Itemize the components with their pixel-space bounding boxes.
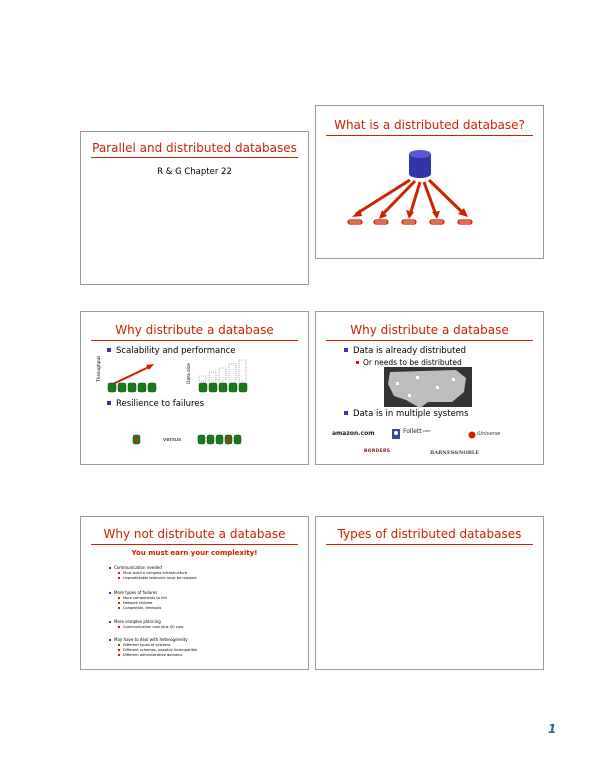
link-arrow-3 [410,182,420,215]
versus-label: versus [163,437,182,443]
slide-6 [315,516,544,670]
data-stack [209,372,216,381]
slide-5-group-4-item-3: Different administrative domains [118,653,182,658]
slide-5-emphasis: You must earn your complexity! [131,549,258,557]
borders-logo: BORDERS [364,449,391,454]
sub-bullet-square [118,607,120,609]
slide-4-bullet-multiple-systems: Data is in multiple systems [344,409,469,419]
replica-server [234,435,241,444]
data-stack [229,364,236,381]
failure-marker [135,437,138,442]
bullet-square [109,639,111,641]
bullet-square [109,592,111,594]
slide-5 [80,516,309,670]
amazon-logo: amazon.com [332,430,375,437]
server-node [229,383,237,392]
server-node [199,383,207,392]
remote-site-4 [430,220,444,224]
sub-bullet-square [118,649,120,651]
sub-bullet-square [118,572,120,574]
slide-5-group-2-item-2: Network failures [118,601,152,606]
slide-6-title: Types of distributed databases [337,527,522,541]
slide-1-subtitle: R & G Chapter 22 [157,167,232,177]
sub-bullet-square [118,626,120,628]
central-database-icon [409,150,431,178]
server-node [148,383,156,392]
remote-site-5 [458,220,472,224]
bullet-square [109,567,111,569]
barnes-noble-logo: BARNES&NOBLE [430,450,480,456]
server-node [209,383,217,392]
replica-server [198,435,205,444]
server-node [108,383,116,392]
slide-4-sub-needs-distribution: Or needs to be distributed [356,358,462,367]
server-node [239,383,247,392]
sub-bullet-square [118,654,120,656]
slide-5-group-2: More types of failures [109,590,157,595]
slide-5-group-4-item-1: Different types of systems [118,643,170,648]
remote-site-2 [374,220,388,224]
slide-5-group-2-item-3: Congestion, timeouts [118,606,161,611]
slide-3-bullet-resilience: Resilience to failures [107,399,204,409]
slide-1-title: Parallel and distributed databases [92,141,297,155]
remote-site-1 [348,220,362,224]
server-node [118,383,126,392]
server-node [219,383,227,392]
follett-icon [390,427,402,441]
remote-site-3 [402,220,416,224]
server-node [138,383,146,392]
slide-3-title: Why distribute a database [115,323,274,337]
link-arrow-1 [356,180,410,214]
slide-3-bullet-scalability: Scalability and performance [107,346,236,356]
slide-5-group-1-item-1: Must build a complex infrastructure [118,571,187,576]
slide-5-group-1: Communication needed [109,565,162,570]
sub-bullet-square [118,644,120,646]
data-stack [219,368,226,381]
slide-5-group-4: May have to deal with heterogeneity [109,637,188,642]
slide-5-group-3-item-1: Communication cost plus I/O cost [118,625,183,630]
slide-5-group-4-item-2: Different schemas, possibly incompatible [118,648,197,653]
sub-bullet-square [118,602,120,604]
slide-5-group-1-item-2: Unpredictable latencies must be masked [118,576,196,581]
bullet-square [107,401,111,405]
slide-5-title-rule [91,544,298,545]
arrowhead-3 [406,210,414,219]
slide-2 [315,105,544,259]
slide-1 [80,131,309,285]
iuniverse-icon [468,431,476,439]
slide-4-title: Why distribute a database [350,323,509,337]
throughput-axis-label: Throughput [97,355,102,382]
slide-1-title-rule [91,157,298,158]
data-size-axis-label: Data size [187,363,192,384]
throughput-arrow [113,366,151,384]
replica-server [207,435,214,444]
slide-5-group-3: More complex planning [109,619,161,624]
slide-5-title: Why not distribute a database [103,527,286,541]
us-map-image [316,312,544,465]
failure-marker [227,437,230,442]
scalability-diagram [81,312,309,465]
distributed-database-diagram [316,106,544,259]
slide-5-group-2-item-1: More components to fail [118,596,167,601]
data-stack [199,376,206,381]
slide-2-title: What is a distributed database? [334,118,525,132]
bullet-square [109,621,111,623]
slide-4-bullet-already-distributed: Data is already distributed [344,346,466,356]
replica-server [216,435,223,444]
arrowhead-4 [432,211,440,219]
page-number: 1 [548,722,557,736]
sub-bullet-square [118,577,120,579]
bullet-square [344,411,348,415]
sub-bullet-square [118,597,120,599]
slide-3 [80,311,309,465]
slide-4: Why distribute a database Data is already distributed Or needs to be distributed Data is in multiple systems amazon.com Follett .com iUniverse BORDERS BARNES&NOBLE [315,311,544,465]
server-node [128,383,136,392]
data-stack [239,360,246,381]
slide-6-title-rule [326,544,533,545]
